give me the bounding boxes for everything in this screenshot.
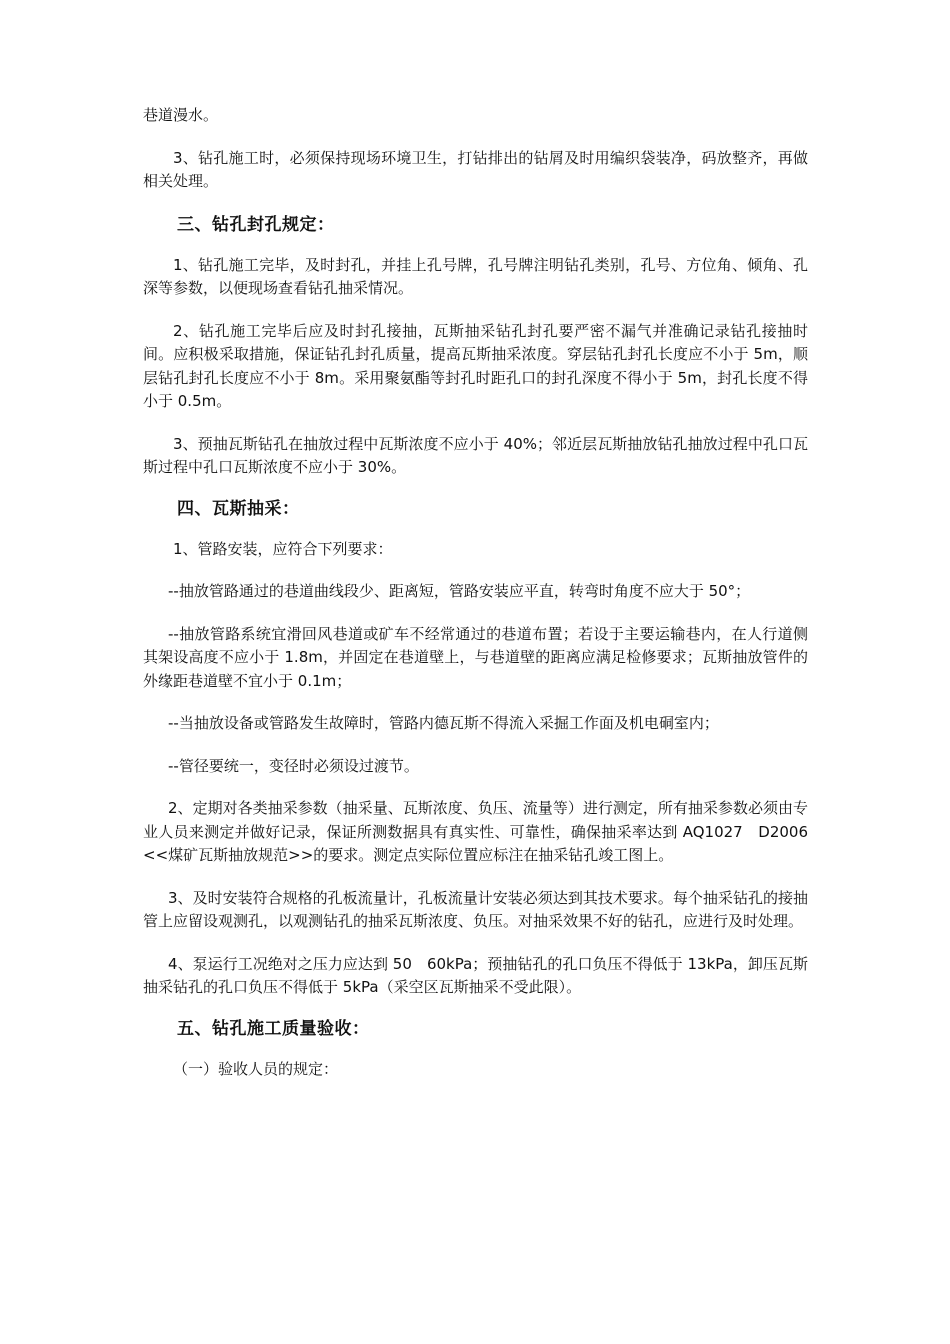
list-item-pipeline-1: --抽放管路通过的巷道曲线段少、距离短，管路安装应平直，转弯时角度不应大于 50°； — [168, 582, 751, 600]
list-item-pipeline-3: --当抽放设备或管路发生故障时，管路内德瓦斯不得流入采掘工作面及机电硐室内； — [168, 714, 719, 732]
paragraph-sealing-1: 1、钻孔施工完毕，及时封孔，并挂上孔号牌，孔号牌注明钻孔类别，孔号、方位角、倾角、孔深等参数，以便现场查看钻孔抽采情况。 — [143, 255, 808, 297]
document-page — [143, 104, 808, 1081]
paragraph-acceptance-personnel: （一）验收人员的规定： — [173, 1059, 339, 1078]
paragraph-site-hygiene: 3、钻孔施工时，必须保持现场环境卫生，打钻排出的钻屑及时用编织袋装净，码放整齐，再做相关处理。 — [143, 148, 808, 190]
paragraph-parameter-measurement: 2、定期对各类抽采参数（抽采量、瓦斯浓度、负压、流量等）进行测定，所有抽采参数必须由专业人员来测定并做好记录，保证所测数据具有真实性、可靠性，确保抽采率达到 AQ1027 D2006<<煤矿瓦斯抽放规范>>的要求。测定点实际位置应标注在抽采钻孔竣工图上。 — [143, 799, 808, 864]
paragraph-sealing-2: 2、钻孔施工完毕后应及时封孔接抽，瓦斯抽采钻孔封孔要严密不漏气并准确记录钻孔接抽时间。应积极采取措施，保证钻孔封孔质量，提高瓦斯抽采浓度。穿层钻孔封孔长度应不小于 5m，顺层钻孔封孔长度应不小于 8m。采用聚氨酯等封孔时距孔口的封孔深度不得小于 5m，封孔长度不得小于 0.5m。 — [143, 321, 808, 410]
paragraph-pipeline-requirements: 1、管路安装，应符合下列要求： — [173, 539, 393, 558]
paragraph-flooding-tail: 巷道漫水。 — [143, 106, 219, 124]
section-heading-gas-extraction: 四、瓦斯抽采： — [177, 498, 300, 519]
paragraph-pump-pressure: 4、泵运行工况绝对之压力应达到 50 60kPa；预抽钻孔的孔口负压不得低于 13kPa，卸压瓦斯抽采钻孔的孔口负压不得低于 5kPa（采空区瓦斯抽采不受此限）。 — [143, 954, 808, 996]
paragraph-orifice-flowmeter: 3、及时安装符合规格的孔板流量计，孔板流量计安装必须达到其技术要求。每个抽采钻孔的接抽管上应留设观测孔，以观测钻孔的抽采瓦斯浓度、负压。对抽采效果不好的钻孔，应进行及时处理。 — [143, 888, 808, 930]
list-item-pipeline-4: --管径要统一，变径时必须设过渡节。 — [168, 756, 419, 775]
list-item-pipeline-2: --抽放管路系统宜滑回风巷道或矿车不经常通过的巷道布置；若设于主要运输巷内，在人行道侧其架设高度不应小于 1.8m，并固定在巷道壁上，与巷道壁的距离应满足检修要求；瓦斯抽放管件的外缘距巷道壁不宜小于 0.1m； — [143, 624, 808, 690]
paragraph-sealing-3: 3、预抽瓦斯钻孔在抽放过程中瓦斯浓度不应小于 40%；邻近层瓦斯抽放钻孔抽放过程中孔口瓦斯过程中孔口瓦斯浓度不应小于 30%。 — [143, 434, 808, 476]
section-heading-quality-acceptance: 五、钻孔施工质量验收： — [177, 1018, 370, 1039]
section-heading-sealing: 三、钻孔封孔规定： — [177, 214, 335, 235]
